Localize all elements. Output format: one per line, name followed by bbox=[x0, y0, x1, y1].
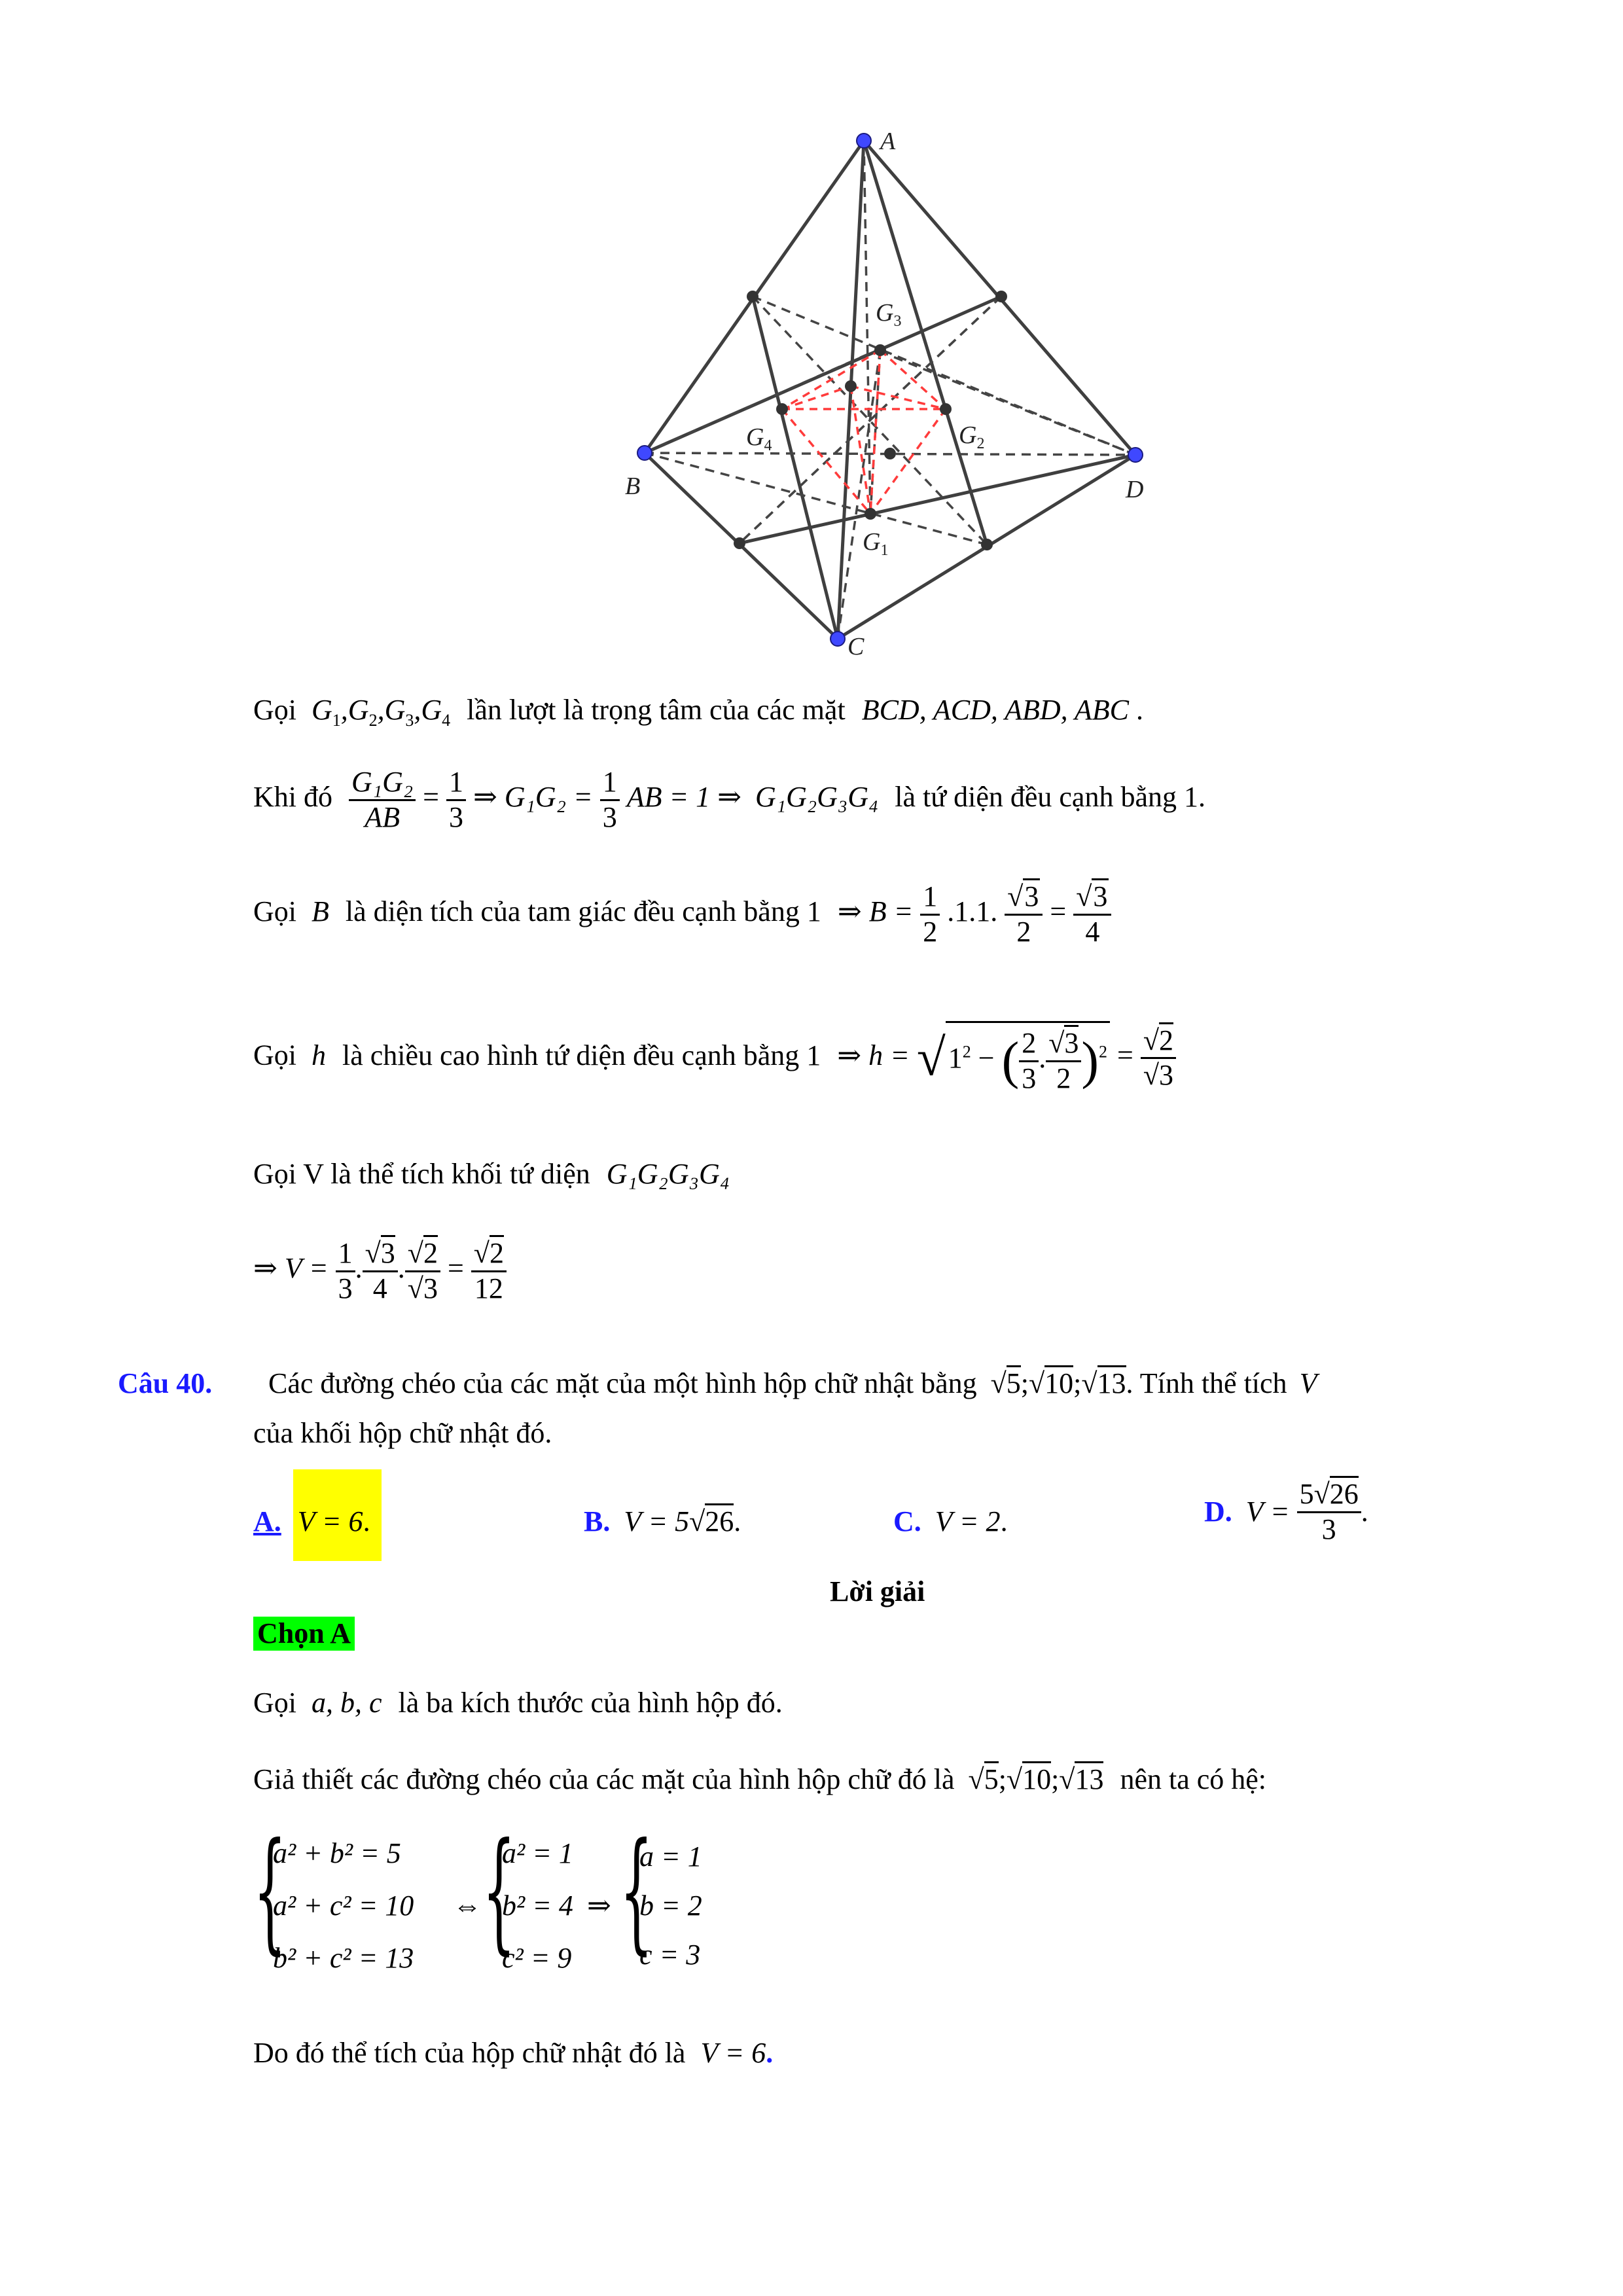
point-g3 bbox=[874, 344, 886, 356]
sol39-line2: Khi đó $\frac{\text{G₁G₂}}{AB}$ = $\frac{1}{3}$ ⇒ G₁G₂ = $\frac{1}{3}$ AB = 1 ⇒ G₁G₂G₃G₄ là tứ diện đều cạnh bằng 1. bbox=[253, 766, 1205, 833]
label-a: A bbox=[880, 128, 896, 155]
label-b: B bbox=[625, 473, 641, 500]
label-c: C bbox=[847, 633, 865, 660]
label-g2: $G_2$ bbox=[959, 422, 985, 452]
sol39-line5: Gọi V là thể tích khối tứ diện G₁G₂G₃G₄ bbox=[253, 1158, 730, 1190]
label-g3: $G_3$ bbox=[876, 299, 902, 330]
option-d[interactable]: D. V = $\frac{5√26}{3}$ . bbox=[1204, 1478, 1368, 1546]
sol39-line6: ⇒ V = $\frac{1}{3}$ . $\frac{√3}{4}$ . $\frac{√2}{√3}$ = $\frac{√2}{12}$ bbox=[253, 1237, 507, 1305]
median-a bbox=[864, 141, 987, 545]
point-g2 bbox=[940, 403, 952, 415]
final-answer: Do đó thể tích của hộp chữ nhật đó là V = 6. bbox=[253, 2037, 774, 2069]
median-d bbox=[740, 455, 1135, 543]
question-number: Câu 40. bbox=[118, 1367, 213, 1399]
point-g1 bbox=[865, 508, 876, 520]
label-d: D bbox=[1126, 476, 1144, 503]
question-stem-line1: Các đường chéo của các mặt của một hình hộp chữ nhật bằng √5;√10;√13. Tính thể tích V bbox=[268, 1369, 1317, 1398]
vertex-a bbox=[857, 134, 871, 148]
system-block: { a² + b² = 5 a² + c² = 10 b² + c² = 13 ⇔ { a² = 1 b² = 4 c² = 9 ⇒ { a = 1 b = 2 c = 3 bbox=[253, 1815, 702, 1974]
vertex-c bbox=[830, 632, 845, 646]
solution-title: Lời giải bbox=[830, 1575, 925, 1607]
option-b[interactable]: B. V = 5√26. bbox=[584, 1507, 741, 1536]
vertex-d bbox=[1128, 448, 1143, 462]
option-c[interactable]: C. V = 2. bbox=[893, 1505, 1008, 1537]
sol39-line1: Gọi $G_1,G_2,G_3,G_4$ lần lượt là trọng tâm của các mặt BCD, ACD, ABD, ABC . bbox=[253, 694, 1143, 730]
inner-tetrahedron bbox=[782, 350, 946, 514]
sol40-line1: Gọi a, b, c là ba kích thước của hình hộp đó. bbox=[253, 1687, 783, 1719]
vertex-b bbox=[637, 446, 652, 460]
median-c bbox=[753, 296, 838, 639]
sol39-line4: Gọi h là chiều cao hình tứ diện đều cạnh bằng 1 ⇒ $h = √1^2$ − ( $\frac{2}{3}$ . $\frac{√3}{2}$ )$^2$ = $\frac{√2}{√3}$ bbox=[253, 1021, 1176, 1095]
question-stem-line2: của khối hộp chữ nhật đó. bbox=[253, 1417, 552, 1449]
option-a[interactable]: A. V = 6. bbox=[253, 1505, 370, 1537]
label-g4: $G_4$ bbox=[746, 423, 772, 454]
sol39-line3: Gọi B là diện tích của tam giác đều cạnh bằng 1 ⇒ B = $\frac{1}{2}$ .1.1. $\frac{√3}{2}$ = $\frac{√3}{4}$ bbox=[253, 880, 1111, 948]
sol40-line2: Giả thiết các đường chéo của các mặt của hình hộp chữ đó là √5;√10;√13 nên ta có hệ: bbox=[253, 1765, 1266, 1794]
tetrahedron-figure bbox=[0, 0, 1623, 668]
label-g1: $G_1$ bbox=[863, 528, 889, 559]
chosen-answer: Chọn A bbox=[253, 1617, 355, 1651]
point-g4 bbox=[776, 403, 788, 415]
